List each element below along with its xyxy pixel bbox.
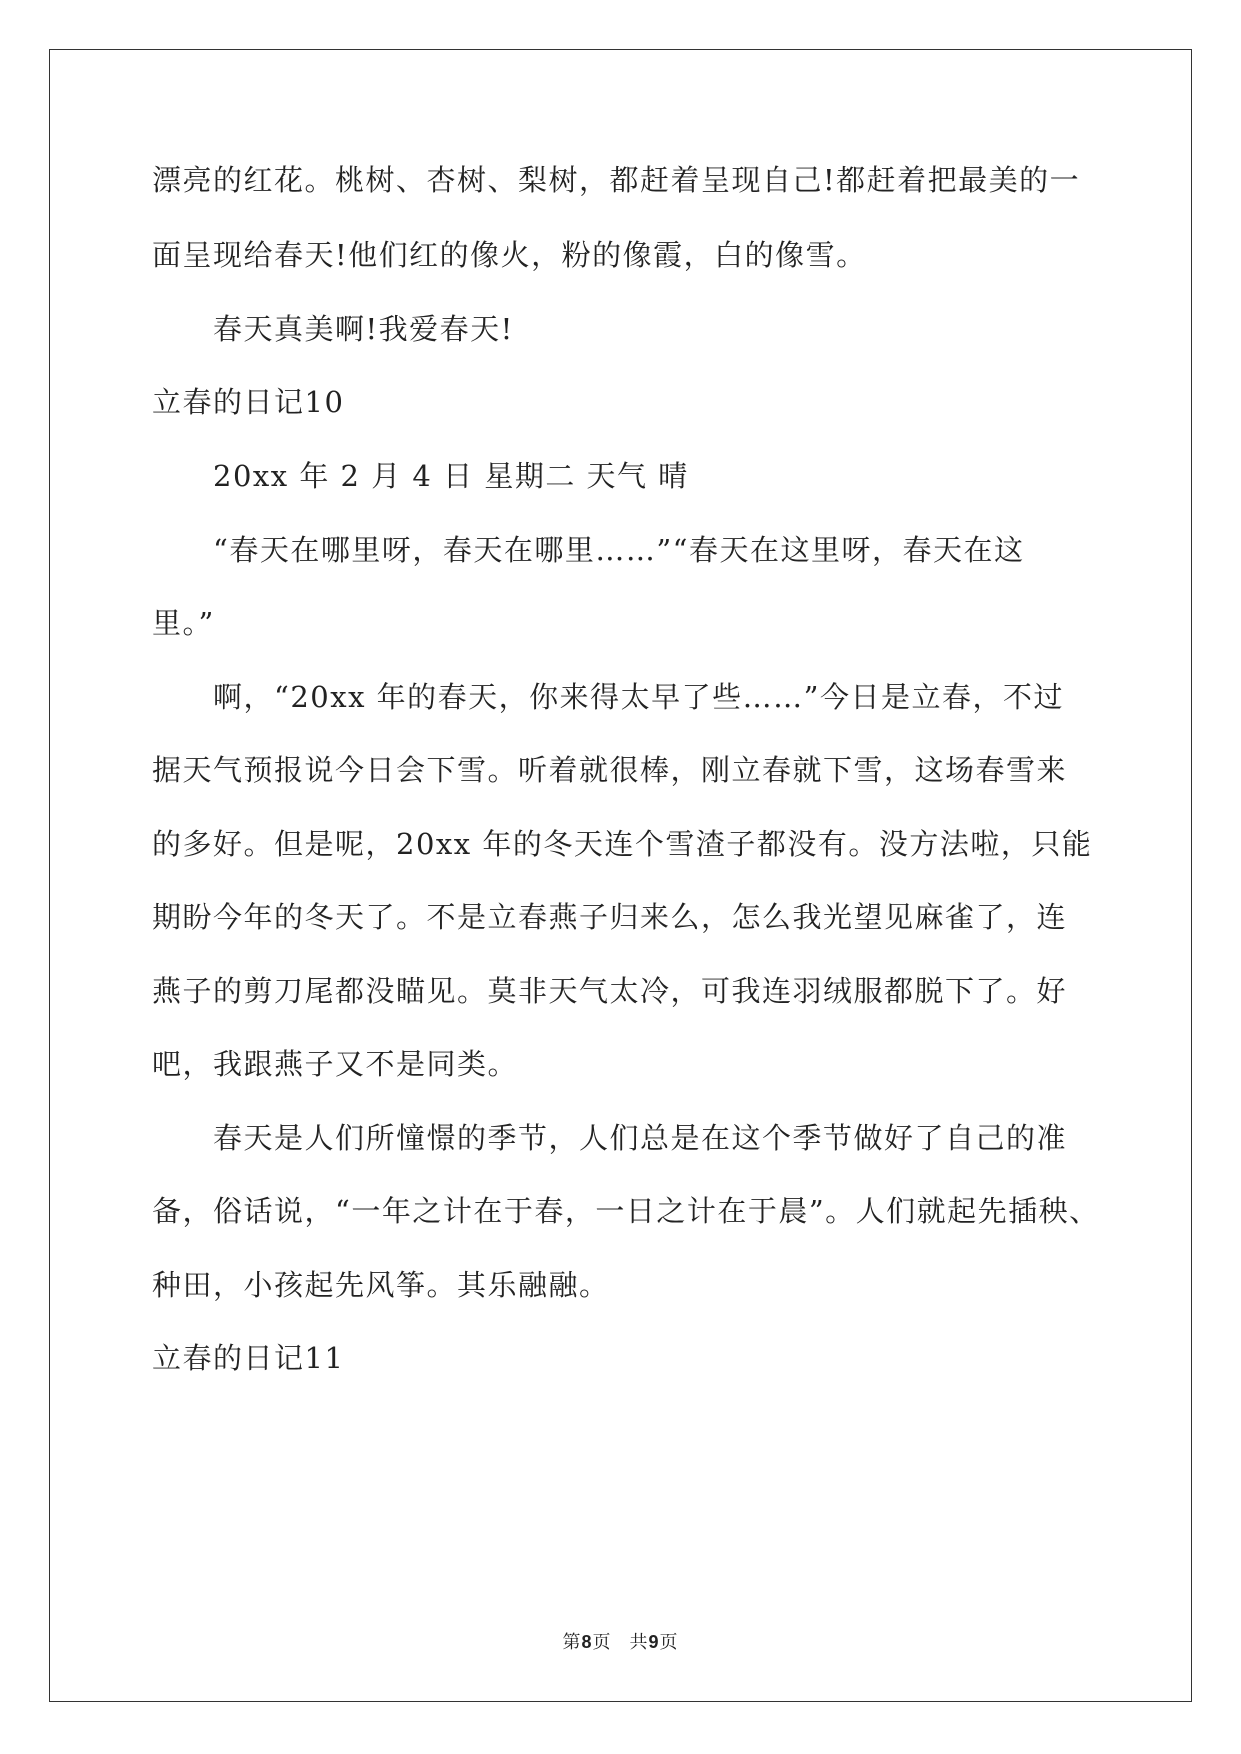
paragraph-line: 期盼今年的冬天了。不是立春燕子归来么，怎么我光望见麻雀了，连 — [152, 900, 1068, 934]
section-heading: 立春的日记10 — [152, 385, 345, 419]
footer-total-prefix: 共 — [629, 1632, 649, 1653]
page-footer — [0, 1628, 1241, 1654]
paragraph-line: 里。” — [152, 606, 215, 640]
page-border — [49, 49, 1192, 1702]
paragraph-line: 啊，“20xx 年的春天，你来得太早了些……”今日是立春，不过 — [213, 680, 1064, 714]
footer-prefix: 第 — [562, 1632, 582, 1653]
paragraph-line: 的多好。但是呢，20xx 年的冬天连个雪渣子都没有。没方法啦，只能 — [152, 827, 1093, 861]
paragraph-line: “春天在哪里呀，春天在哪里……”“春天在这里呀，春天在这 — [213, 533, 1025, 567]
paragraph-line: 据天气预报说今日会下雪。听着就很棒，刚立春就下雪，这场春雪来 — [152, 753, 1068, 787]
diary-date-line: 20xx 年 2 月 4 日 星期二 天气 晴 — [213, 459, 689, 493]
paragraph-line: 漂亮的红花。桃树、杏树、梨树，都赶着呈现自己!都赶着把最美的一 — [152, 163, 1081, 197]
paragraph-line: 燕子的剪刀尾都没瞄见。莫非天气太冷，可我连羽绒服都脱下了。好 — [152, 974, 1068, 1008]
footer-page-word: 页 — [592, 1632, 612, 1653]
paragraph-line: 春天真美啊!我爱春天! — [213, 312, 514, 346]
footer-total-suffix: 页 — [659, 1632, 679, 1653]
total-pages-number: 9 — [648, 1632, 660, 1652]
paragraph-line: 种田，小孩起先风筝。其乐融融。 — [152, 1268, 610, 1302]
current-page-number: 8 — [581, 1632, 593, 1652]
paragraph-line: 面呈现给春天!他们红的像火，粉的像霞，白的像雪。 — [152, 238, 867, 272]
paragraph-line: 吧，我跟燕子又不是同类。 — [152, 1047, 519, 1081]
paragraph-line: 春天是人们所憧憬的季节，人们总是在这个季节做好了自己的准 — [213, 1121, 1068, 1155]
paragraph-line: 备，俗话说，“一年之计在于春，一日之计在于晨”。人们就起先插秧、 — [152, 1194, 1100, 1228]
section-heading: 立春的日记11 — [152, 1341, 345, 1375]
